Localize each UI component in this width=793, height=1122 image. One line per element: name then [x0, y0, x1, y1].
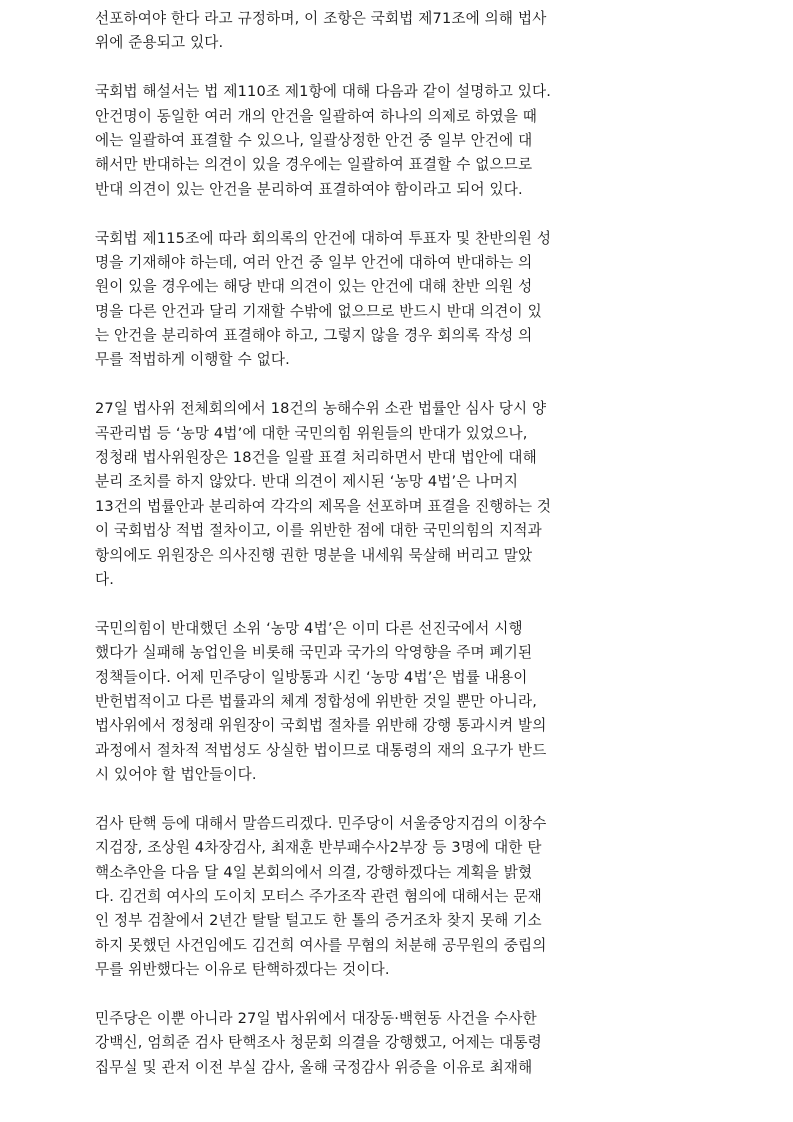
paragraph-7: [95, 1007, 695, 1080]
text-line: 민주당은 이뿐 아니라 27일 법사위에서 대장동·백현동 사건을 수사한: [95, 1010, 537, 1028]
text-line: 국회법 제115조에 따라 회의록의 안건에 대하여 투표자 및 찬반의원 성: [95, 229, 552, 247]
text-line: 강백신, 엄희준 검사 탄핵조사 청문회 의결을 강행했고, 어제는 대통령: [95, 1034, 542, 1052]
document-body: [95, 0, 695, 1080]
paragraph-3: [95, 227, 695, 373]
text-line: 국민의힘이 반대했던 소위 ‘농망 4법’은 이미 다른 선진국에서 시행: [95, 619, 523, 637]
text-line: 지검장, 조상원 4차장검사, 최재훈 반부패수사2부장 등 3명에 대한 탄: [95, 839, 542, 857]
text-line: 13건의 법률안과 분리하여 각각의 제목을 선포하며 표결을 진행하는 것: [95, 497, 552, 515]
text-line: 정책들이다. 어제 민주당이 일방통과 시킨 ‘농망 4법’은 법률 내용이: [95, 668, 528, 686]
text-line: 해서만 반대하는 의견이 있을 경우에는 일괄하여 표결할 수 없으므로: [95, 156, 533, 174]
text-line: 에는 일괄하여 표결할 수 있으나, 일괄상정한 안건 중 일부 안건에 대: [95, 131, 533, 149]
paragraph-gap: [95, 592, 695, 616]
text-line: 무를 위반했다는 이유로 탄핵하겠다는 것이다.: [95, 961, 390, 979]
text-line: 다.: [95, 570, 115, 588]
text-line: 이 국회법상 적법 절차이고, 이를 위반한 점에 대한 국민의힘의 지적과: [95, 522, 542, 540]
text-line: 집무실 및 관저 이전 부실 감사, 올해 국정감사 위증을 이유로 최재해: [95, 1058, 533, 1076]
text-line: 반헌법적이고 다른 법률과의 체계 정합성에 위반한 것일 뿐만 아니라,: [95, 692, 538, 710]
paragraph-gap: [95, 56, 695, 80]
text-line: 인 정부 검찰에서 2년간 탈탈 털고도 한 톨의 증거조차 찾지 못해 기소: [95, 912, 542, 930]
text-line: 곡관리법 등 ‘농망 4법’에 대한 국민의힘 위원들의 반대가 있었으나,: [95, 424, 528, 442]
text-line: 27일 법사위 전체회의에서 18건의 농해수위 소관 법률안 심사 당시 양: [95, 400, 547, 418]
text-line: 국회법 해설서는 법 제110조 제1항에 대해 다음과 같이 설명하고 있다.: [95, 83, 552, 101]
paragraph-gap: [95, 983, 695, 1007]
text-line: 항의에도 위원장은 의사진행 권한 명분을 내세워 묵살해 버리고 말았: [95, 546, 533, 564]
paragraph-4: [95, 397, 695, 592]
paragraph-gap: [95, 202, 695, 226]
text-line: 분리 조치를 하지 않았다. 반대 의견이 제시된 ‘농망 4법’은 나머지: [95, 473, 519, 491]
paragraph-2: [95, 80, 695, 202]
text-line: 는 안건을 분리하여 표결해야 하고, 그렇지 않을 경우 회의록 작성 의: [95, 327, 533, 345]
text-line: 무를 적법하게 이행할 수 없다.: [95, 351, 290, 369]
text-line: 위에 준용되고 있다.: [95, 34, 224, 52]
text-line: 과정에서 절차적 적법성도 상실한 법이므로 대통령의 재의 요구가 반드: [95, 741, 547, 759]
paragraph-gap: [95, 373, 695, 397]
paragraph-5: [95, 617, 695, 788]
paragraph-gap: [95, 788, 695, 812]
paragraph-6: [95, 812, 695, 983]
text-line: 반대 의견이 있는 안건을 분리하여 표결하여야 함이라고 되어 있다.: [95, 180, 523, 198]
paragraph-1: [95, 7, 695, 56]
text-line: 선포하여야 한다 라고 규정하며, 이 조항은 국회법 제71조에 의해 법사: [95, 10, 547, 27]
text-line: 명을 다른 안건과 달리 기재할 수밖에 없으므로 반드시 반대 의견이 있: [95, 302, 542, 320]
text-line: 시 있어야 할 법안들이다.: [95, 766, 257, 784]
text-line: 하지 못했던 사건임에도 김건희 여사를 무혐의 처분해 공무원의 중립의: [95, 936, 547, 954]
text-line: 했다가 실패해 농업인을 비롯해 국민과 국가의 악영향을 주며 폐기된: [95, 644, 533, 662]
text-line: 다. 김건희 여사의 도이치 모터스 주가조작 관련 혐의에 대해서는 문재: [95, 888, 542, 906]
text-line: 명을 기재해야 하는데, 여러 안건 중 일부 안건에 대하여 반대하는 의: [95, 253, 533, 271]
text-line: 원이 있을 경우에는 해당 반대 의견이 있는 안건에 대해 찬반 의원 성: [95, 278, 533, 296]
text-line: 법사위에서 정청래 위원장이 국회법 절차를 위반해 강행 통과시켜 발의: [95, 717, 547, 735]
text-line: 핵소추안을 다음 달 4일 본회의에서 의결, 강행하겠다는 계획을 밝혔: [95, 863, 533, 881]
text-line: 정청래 법사위원장은 18건을 일괄 표결 처리하면서 반대 법안에 대해: [95, 449, 537, 467]
text-line: 안건명이 동일한 여러 개의 안건을 일괄하여 하나의 의제로 하였을 때: [95, 107, 538, 125]
text-line: 검사 탄핵 등에 대해서 말씀드리겠다. 민주당이 서울중앙지검의 이창수: [95, 814, 547, 832]
